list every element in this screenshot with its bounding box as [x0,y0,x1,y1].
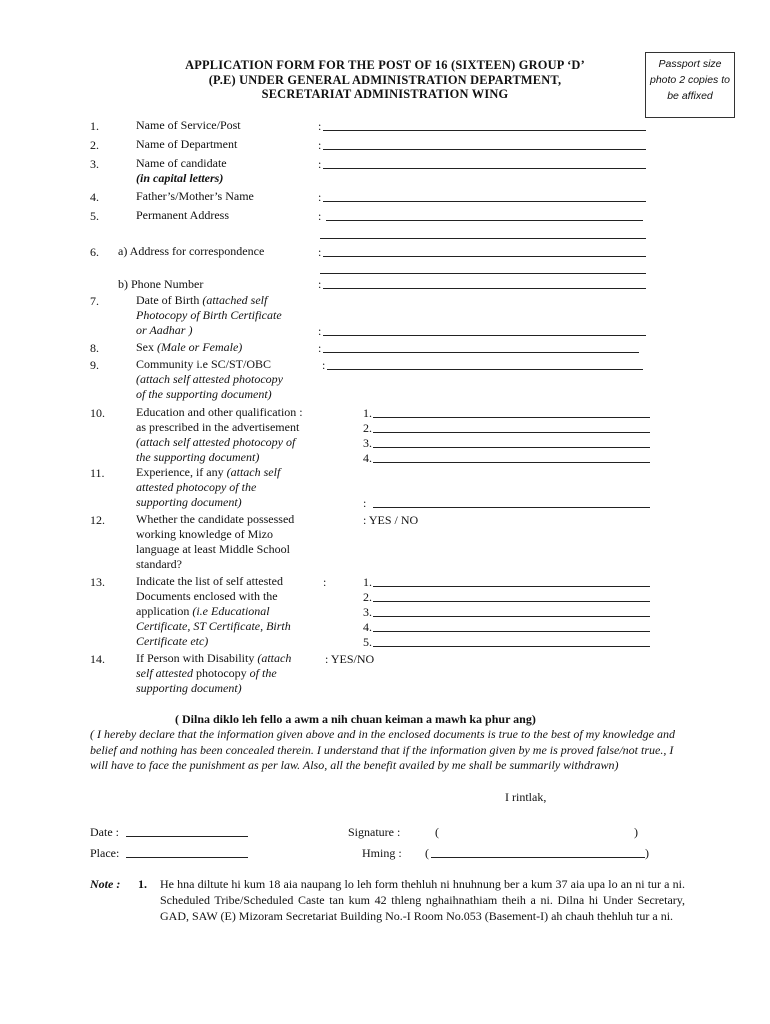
declaration-mizo: ( Dilna diklo leh fello a awm a nih chuan keiman a mawh ka phur ang) [175,712,536,726]
field-label-correspondence-address: a) Address for correspondence [118,244,265,258]
education-input-3[interactable] [373,447,650,448]
permanent-address-input-2[interactable] [320,238,646,239]
title-line-3: SECRETARIAT ADMINISTRATION WING [261,87,509,101]
field-note-experience-2: supporting document) [136,495,242,509]
title-line-1: APPLICATION FORM FOR THE POST OF 16 (SIXTEEN) GROUP ‘D’ [185,58,585,72]
field-label-documents-3: application (i.e Educational [136,604,270,618]
candidate-name-input[interactable] [323,168,646,169]
field-colon: : [323,575,327,589]
signature-open-paren: ( [435,825,439,839]
field-label-phone: b) Phone Number [118,277,204,291]
place-input[interactable] [126,857,248,858]
field-label-mizo-knowledge-4: standard? [136,557,182,571]
field-number: 5. [90,209,99,223]
field-number: 14. [90,652,105,666]
field-note-disability: self attested photocopy of the [136,666,277,680]
field-label-documents: Indicate the list of self attested [136,574,283,588]
list-num: 2. [363,421,372,435]
passport-photo-box: Passport size photo 2 copies to be affixed [645,52,735,118]
field-number: 9. [90,358,99,372]
field-note-education: (attach self attested photocopy of [136,435,296,449]
signature-close-paren: ) [634,825,638,839]
signature-label: Signature : [348,825,401,839]
name-close-paren: ) [645,846,649,860]
field-label-permanent-address: Permanent Address [136,208,229,222]
permanent-address-input[interactable] [326,220,643,221]
field-colon: : [363,496,367,510]
field-number: 2. [90,138,99,152]
note-label: Note : [90,877,121,891]
list-num: 4. [363,451,372,465]
place-label: Place: [90,846,120,860]
field-number: 8. [90,341,99,355]
field-label-education-2: as prescribed in the advertisement [136,420,300,434]
field-label-candidate-name: Name of candidate [136,156,227,170]
department-input[interactable] [323,149,646,150]
field-label-parent-name: Father’s/Mother’s Name [136,189,254,203]
field-number: 10. [90,406,105,420]
education-input-1[interactable] [373,417,650,418]
field-number: 12. [90,513,105,527]
community-input[interactable] [327,369,643,370]
field-label-department: Name of Department [136,137,238,151]
field-note-capital: (in capital letters) [136,171,224,185]
disability-yes-no[interactable]: : YES/NO [325,652,375,666]
list-num: 4. [363,620,372,634]
field-number: 1. [90,119,99,133]
signature-input[interactable] [445,825,630,839]
list-num: 5. [363,635,372,649]
field-colon: : [322,358,326,372]
field-note-dob-2: or Aadhar ) [136,323,193,337]
field-colon: : [318,324,322,338]
correspondence-address-input-2[interactable] [320,273,646,274]
name-label: Hming : [362,846,402,860]
field-label-service-post: Name of Service/Post [136,118,241,132]
field-note-documents-2: Certificate etc) [136,634,209,648]
list-num: 1. [363,406,372,420]
mizo-knowledge-yes-no[interactable]: : YES / NO [363,513,419,527]
field-note-community-2: of the supporting document) [136,387,272,401]
document-input-5[interactable] [373,646,650,647]
field-colon: : [318,138,322,152]
experience-input[interactable] [373,507,650,508]
document-input-4[interactable] [373,631,650,632]
field-label-experience: Experience, if any (attach self [136,465,281,479]
field-note-disability-2: supporting document) [136,681,242,695]
field-label-mizo-knowledge-3: language at least Middle School [136,542,290,556]
field-label-mizo-knowledge-2: working knowledge of Mizo [136,527,273,541]
field-colon: : [318,277,322,291]
title-line-2: (P.E) UNDER GENERAL ADMINISTRATION DEPARTMENT, [208,72,562,87]
field-number: 7. [90,294,99,308]
field-label-dob: Date of Birth (attached self [136,293,268,307]
name-input[interactable] [431,857,645,858]
education-input-4[interactable] [373,462,650,463]
field-note-education-2: the supporting document) [136,450,260,464]
field-label-community: Community i.e SC/ST/OBC [136,357,272,371]
phone-input[interactable] [323,288,646,289]
list-num: 1. [363,575,372,589]
field-number: 11. [90,466,105,480]
field-note-experience: attested photocopy of the [136,480,257,494]
field-number: 3. [90,157,99,171]
field-number: 6. [90,245,99,259]
field-label-disability: If Person with Disability (attach [136,651,292,665]
field-label-documents-2: Documents enclosed with the [136,589,278,603]
name-open-paren: ( [425,846,429,860]
field-colon: : [318,157,322,171]
date-label: Date : [90,825,119,839]
field-label-mizo-knowledge: Whether the candidate possessed [136,512,295,526]
parent-name-input[interactable] [323,201,646,202]
form-title [120,58,650,102]
field-colon: : [318,119,322,133]
field-note-community: (attach self attested photocopy [136,372,283,386]
education-input-2[interactable] [373,432,650,433]
service-post-input[interactable] [323,130,646,131]
field-number: 13. [90,575,105,589]
field-colon: : [318,209,322,223]
field-colon: : [318,341,322,355]
field-label-education: Education and other qualification : [136,405,303,419]
note-number: 1. [138,877,147,891]
list-num: 3. [363,436,372,450]
correspondence-address-input[interactable] [323,256,646,257]
field-note-documents: Certificate, ST Certificate, Birth [136,619,291,633]
document-input-3[interactable] [373,616,650,617]
field-colon: : [318,190,322,204]
document-input-1[interactable] [373,586,650,587]
dob-input[interactable] [323,335,646,336]
field-colon: : [318,245,322,259]
date-input[interactable] [126,836,248,837]
list-num: 3. [363,605,372,619]
list-num: 2. [363,590,372,604]
field-note-dob: Photocopy of Birth Certificate [136,308,282,322]
declaration-english: ( I hereby declare that the information given above and in the enclosed documents is true to the best of my knowledge and belief and nothing has been concealed therein. I understand that if the information given by me is proved false/not true., I will have to face the punishment as per law. Also, all the benefit availed by me shall be summarily withdrawn) [90,727,675,773]
note-text: He hna diltute hi kum 18 aia naupang lo leh form thehluh ni hnuhnung ber a kum 37 aia upa lo an ni tur a ni. Scheduled Tribe/Scheduled Caste tan kum 42 thleng nghaihnathiam theih a ni. Dilna hi Under Secretary, GAD, SAW (E) Mizoram Secretariat Building No.-I Room No.053 (Basement-I) ah chauh thehluh tur a ni. [160,877,685,923]
field-number: 4. [90,190,99,204]
declaration-closing: I rintlak, [505,790,547,804]
field-label-sex: Sex (Male or Female) [136,340,243,354]
sex-input[interactable] [323,352,639,353]
document-input-2[interactable] [373,601,650,602]
